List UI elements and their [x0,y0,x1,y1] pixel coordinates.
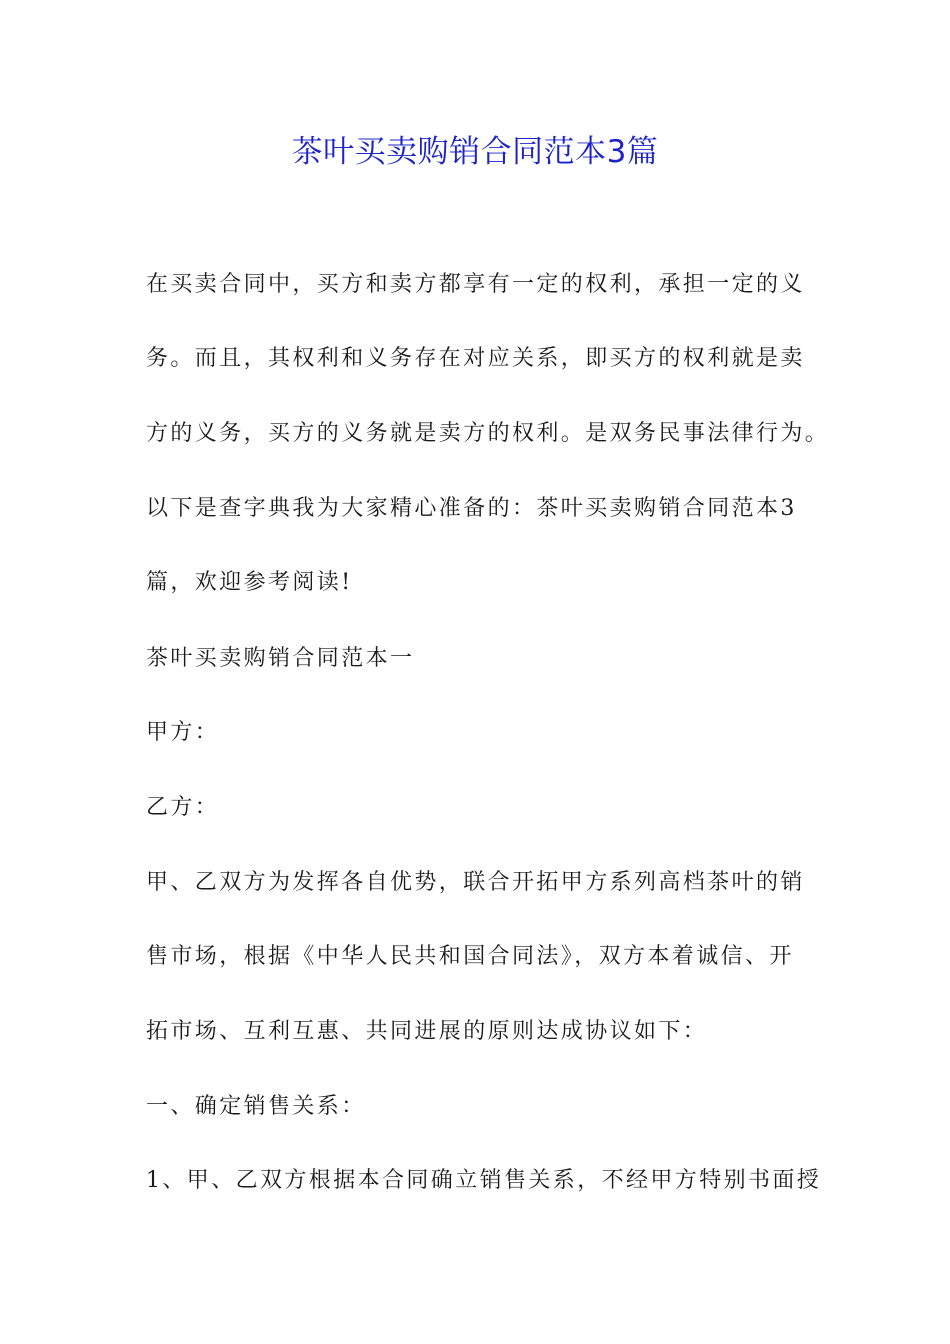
section-heading-contract-one: 茶叶买卖购销合同范本一 [146,646,415,671]
clause-1-line-1: 1、甲、乙双方根据本合同确立销售关系，不经甲方特别书面授 [146,1168,822,1193]
document-title: 茶叶买卖购销合同范本3篇 [291,134,659,170]
intro-line-3: 方的义务，买方的义务就是卖方的权利。是双务民事法律行为。 [146,421,830,446]
party-b-label: 乙方： [146,795,220,820]
intro-line-4: 以下是查字典我为大家精心准备的：茶叶买卖购销合同范本3 [146,496,797,521]
intro-line-1: 在买卖合同中，买方和卖方都享有一定的权利，承担一定的义 [146,272,805,297]
section-heading-sales-relation: 一、确定销售关系： [146,1094,366,1119]
clause-preamble-line-3: 拓市场、互利互惠、共同进展的原则达成协议如下： [146,1019,708,1044]
intro-line-5: 篇，欢迎参考阅读! [146,570,353,595]
clause-preamble-line-2: 售市场，根据《中华人民共和国合同法》，双方本着诚信、开 [146,944,794,969]
party-a-label: 甲方： [146,720,220,745]
intro-line-2: 务。而且，其权利和义务存在对应关系，即买方的权利就是卖 [146,346,805,371]
clause-preamble-line-1: 甲、乙双方为发挥各自优势，联合开拓甲方系列高档茶叶的销 [146,870,805,895]
